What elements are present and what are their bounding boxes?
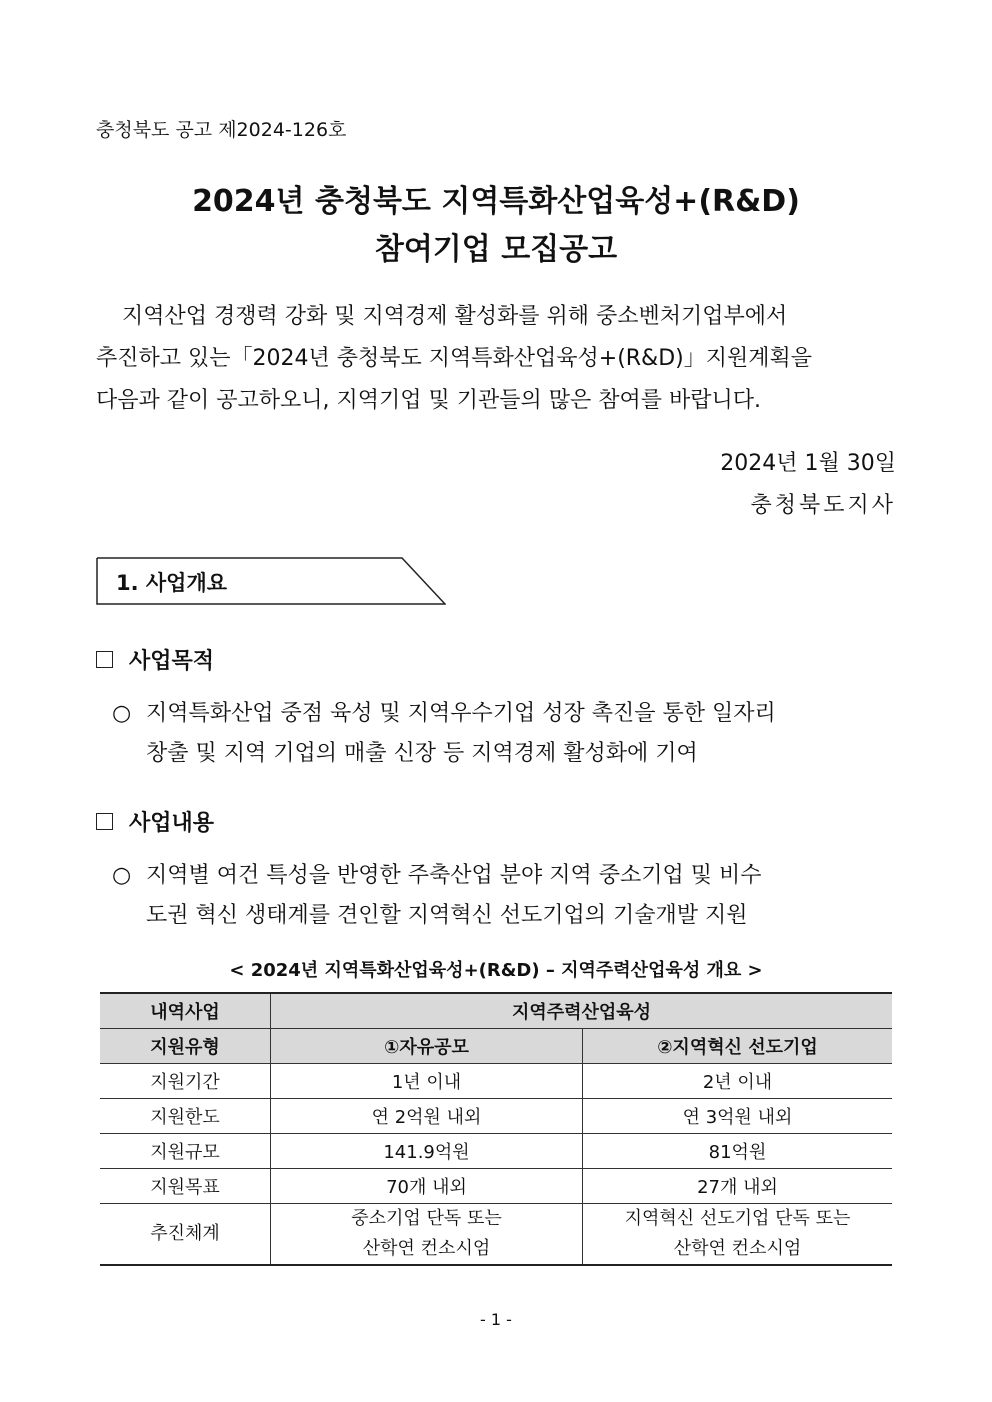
content-bullet — [112, 856, 896, 936]
purpose-text-line: 창출 및 지역 기업의 매출 신장 등 지역경제 활성화에 기여 — [146, 741, 698, 766]
table-cell: 70개 내외 — [271, 1169, 583, 1204]
table-cell: 2년 이내 — [583, 1064, 893, 1099]
table-row-label: 추진체계 — [100, 1204, 271, 1266]
table-row — [100, 1134, 892, 1169]
table-cell: 141.9억원 — [271, 1134, 583, 1169]
table-row — [100, 1204, 892, 1266]
issuer: 충청북도지사 — [750, 493, 896, 518]
table-cell-line: 산학연 컨소시엄 — [673, 1238, 802, 1259]
table-cell: 연 3억원 내외 — [583, 1099, 893, 1134]
table-header-cell: 내역사업 — [100, 993, 271, 1029]
table-header-cell: 지원유형 — [100, 1029, 271, 1064]
table-caption: < 2024년 지역특화산업육성+(R&D) – 지역주력산업육성 개요 > — [229, 960, 763, 981]
table-header-cell: 지역주력산업육성 — [271, 993, 893, 1029]
table-row-label: 지원규모 — [100, 1134, 271, 1169]
overview-table — [100, 992, 892, 1266]
table-cell: 1년 이내 — [271, 1064, 583, 1099]
table-row — [100, 993, 892, 1029]
table-row — [100, 1029, 892, 1064]
document-title-line2: 참여기업 모집공고 — [374, 232, 618, 267]
content-text-line: 도권 혁신 생태계를 견인할 지역혁신 선도기업의 기술개발 지원 — [146, 903, 748, 928]
table-cell: 연 2억원 내외 — [271, 1099, 583, 1134]
notice-number: 충청북도 공고 제2024-126호 — [96, 119, 347, 141]
page-number: - 1 - — [480, 1310, 512, 1329]
intro-line: 지역산업 경쟁력 강화 및 지역경제 활성화를 위해 중소벤처기업부에서 — [122, 304, 788, 329]
content-heading-label: 사업내용 — [129, 811, 215, 836]
content-text-line: 지역별 여건 특성을 반영한 주축산업 분야 지역 중소기업 및 비수 — [146, 863, 762, 888]
table-header-cell: ①자유공모 — [271, 1029, 583, 1064]
table-cell-line: 중소기업 단독 또는 — [351, 1208, 502, 1229]
purpose-bullet — [112, 694, 896, 774]
announcement-date: 2024년 1월 30일 — [720, 451, 896, 476]
table-cell: 81억원 — [583, 1134, 893, 1169]
checkbox-square-icon — [96, 813, 113, 830]
table-cell — [583, 1204, 893, 1266]
table-cell-line: 산학연 컨소시엄 — [362, 1238, 491, 1259]
table-cell: 27개 내외 — [583, 1169, 893, 1204]
table-cell-line: 지역혁신 선도기업 단독 또는 — [624, 1208, 851, 1229]
table-cell — [271, 1204, 583, 1266]
checkbox-square-icon — [96, 651, 113, 668]
table-header-cell: ②지역혁신 선도기업 — [583, 1029, 893, 1064]
content-heading — [96, 806, 214, 837]
purpose-heading — [96, 644, 214, 675]
intro-line: 추진하고 있는「2024년 충청북도 지역특화산업육성+(R&D)」지원계획을 — [96, 346, 812, 371]
document-title-line1: 2024년 충청북도 지역특화산업육성+(R&D) — [192, 184, 800, 219]
section-heading-box — [96, 557, 446, 605]
purpose-text-line: 지역특화산업 중점 육성 및 지역우수기업 성장 촉진을 통한 일자리 — [146, 701, 776, 726]
table-row-label: 지원한도 — [100, 1099, 271, 1134]
table-row — [100, 1099, 892, 1134]
intro-paragraph — [96, 296, 896, 422]
circle-bullet-icon: ○ — [112, 863, 132, 888]
circle-bullet-icon: ○ — [112, 701, 132, 726]
table-row — [100, 1064, 892, 1099]
table-row-label: 지원목표 — [100, 1169, 271, 1204]
table-row — [100, 1169, 892, 1204]
purpose-heading-label: 사업목적 — [129, 649, 215, 674]
intro-line: 다음과 같이 공고하오니, 지역기업 및 기관들의 많은 참여를 바랍니다. — [96, 388, 761, 413]
table-row-label: 지원기간 — [100, 1064, 271, 1099]
section-title: 1. 사업개요 — [116, 571, 228, 595]
